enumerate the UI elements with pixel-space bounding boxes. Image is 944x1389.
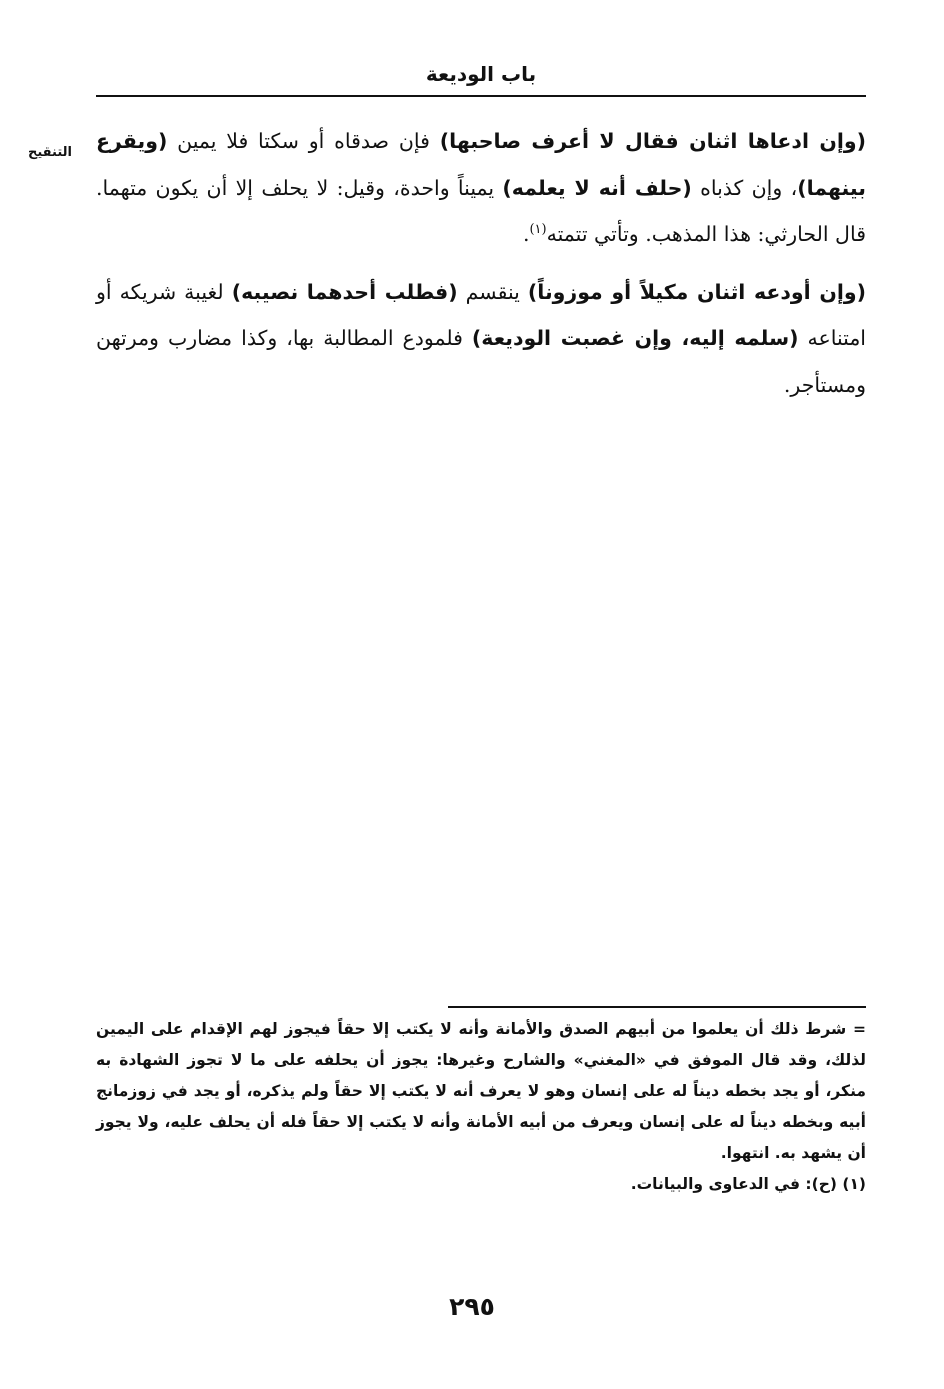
matn-text: (سلمه إليه، وإن غصبت الوديعة) — [471, 326, 799, 350]
paragraph-2 — [96, 269, 866, 409]
sharh-text: يميناً واحدة، وقيل: لا يحلف إلا أن يكون متهما. قال الحارثي: هذا المذهب. وتأتي تتمته — [96, 175, 866, 246]
sharh-text: ينقسم — [457, 279, 528, 304]
paragraph-1 — [96, 118, 866, 258]
main-text — [96, 118, 866, 419]
sharh-text: فلمودع المطالبة بها، وكذا مضارب ومرتهن ومستأجر. — [96, 326, 866, 397]
page-number: ٢٩٥ — [449, 1292, 495, 1321]
footnote-1: (١) (ح): في الدعاوى والبيانات. — [630, 1175, 866, 1193]
footnotes — [96, 1014, 866, 1200]
matn-text: (وإن أودعه اثنان مكيلاً أو موزوناً) — [527, 279, 866, 304]
matn-text: (فطلب أحدهما نصيبه) — [231, 279, 458, 304]
margin-note: التنقيح — [28, 145, 72, 160]
footnote-rule — [448, 1006, 866, 1008]
sharh-text: . — [522, 222, 530, 246]
footnote-continuation: = شرط ذلك أن يعلموا من أبيهم الصدق والأمانة وأنه لا يكتب إلا حقاً فيجوز لهم الإقدام على اليمين لذلك، وقد قال الموفق في «المغني» والشارح وغيرها: يجوز أن يحلفه على ما لا تجوز الشهادة به منكر، أو يجد بخطه ديناً له على إنسان وهو لا يعرف أنه لا يكتب إلا حقاً ولم يذكره، أو يجد في زوزمانج أبيه وبخطه ديناً له على إنسان ويعرف من أبيه الأمانة وأنه لا يكتب إلا حقاً فله أن يحلف عليه، ولا يجوز أن يشهد به. انتهوا. — [96, 1020, 866, 1162]
footnote-ref: (١) — [529, 222, 547, 238]
sharh-text: لغيبة شريكه أو امتناعه — [96, 279, 866, 350]
header-rule — [96, 95, 866, 97]
running-header: باب الوديعة — [425, 62, 537, 86]
matn-text: (وإن ادعاها اثنان فقال لا أعرف صاحبها) — [439, 129, 866, 153]
sharh-text: فإن صدقاه أو سكتا فلا يمين — [167, 129, 440, 153]
matn-text: (ويقرع بينهما) — [96, 129, 866, 200]
sharh-text: ، وإن كذباه — [691, 175, 798, 200]
matn-text: (حلف أنه لا يعلمه) — [502, 175, 692, 200]
